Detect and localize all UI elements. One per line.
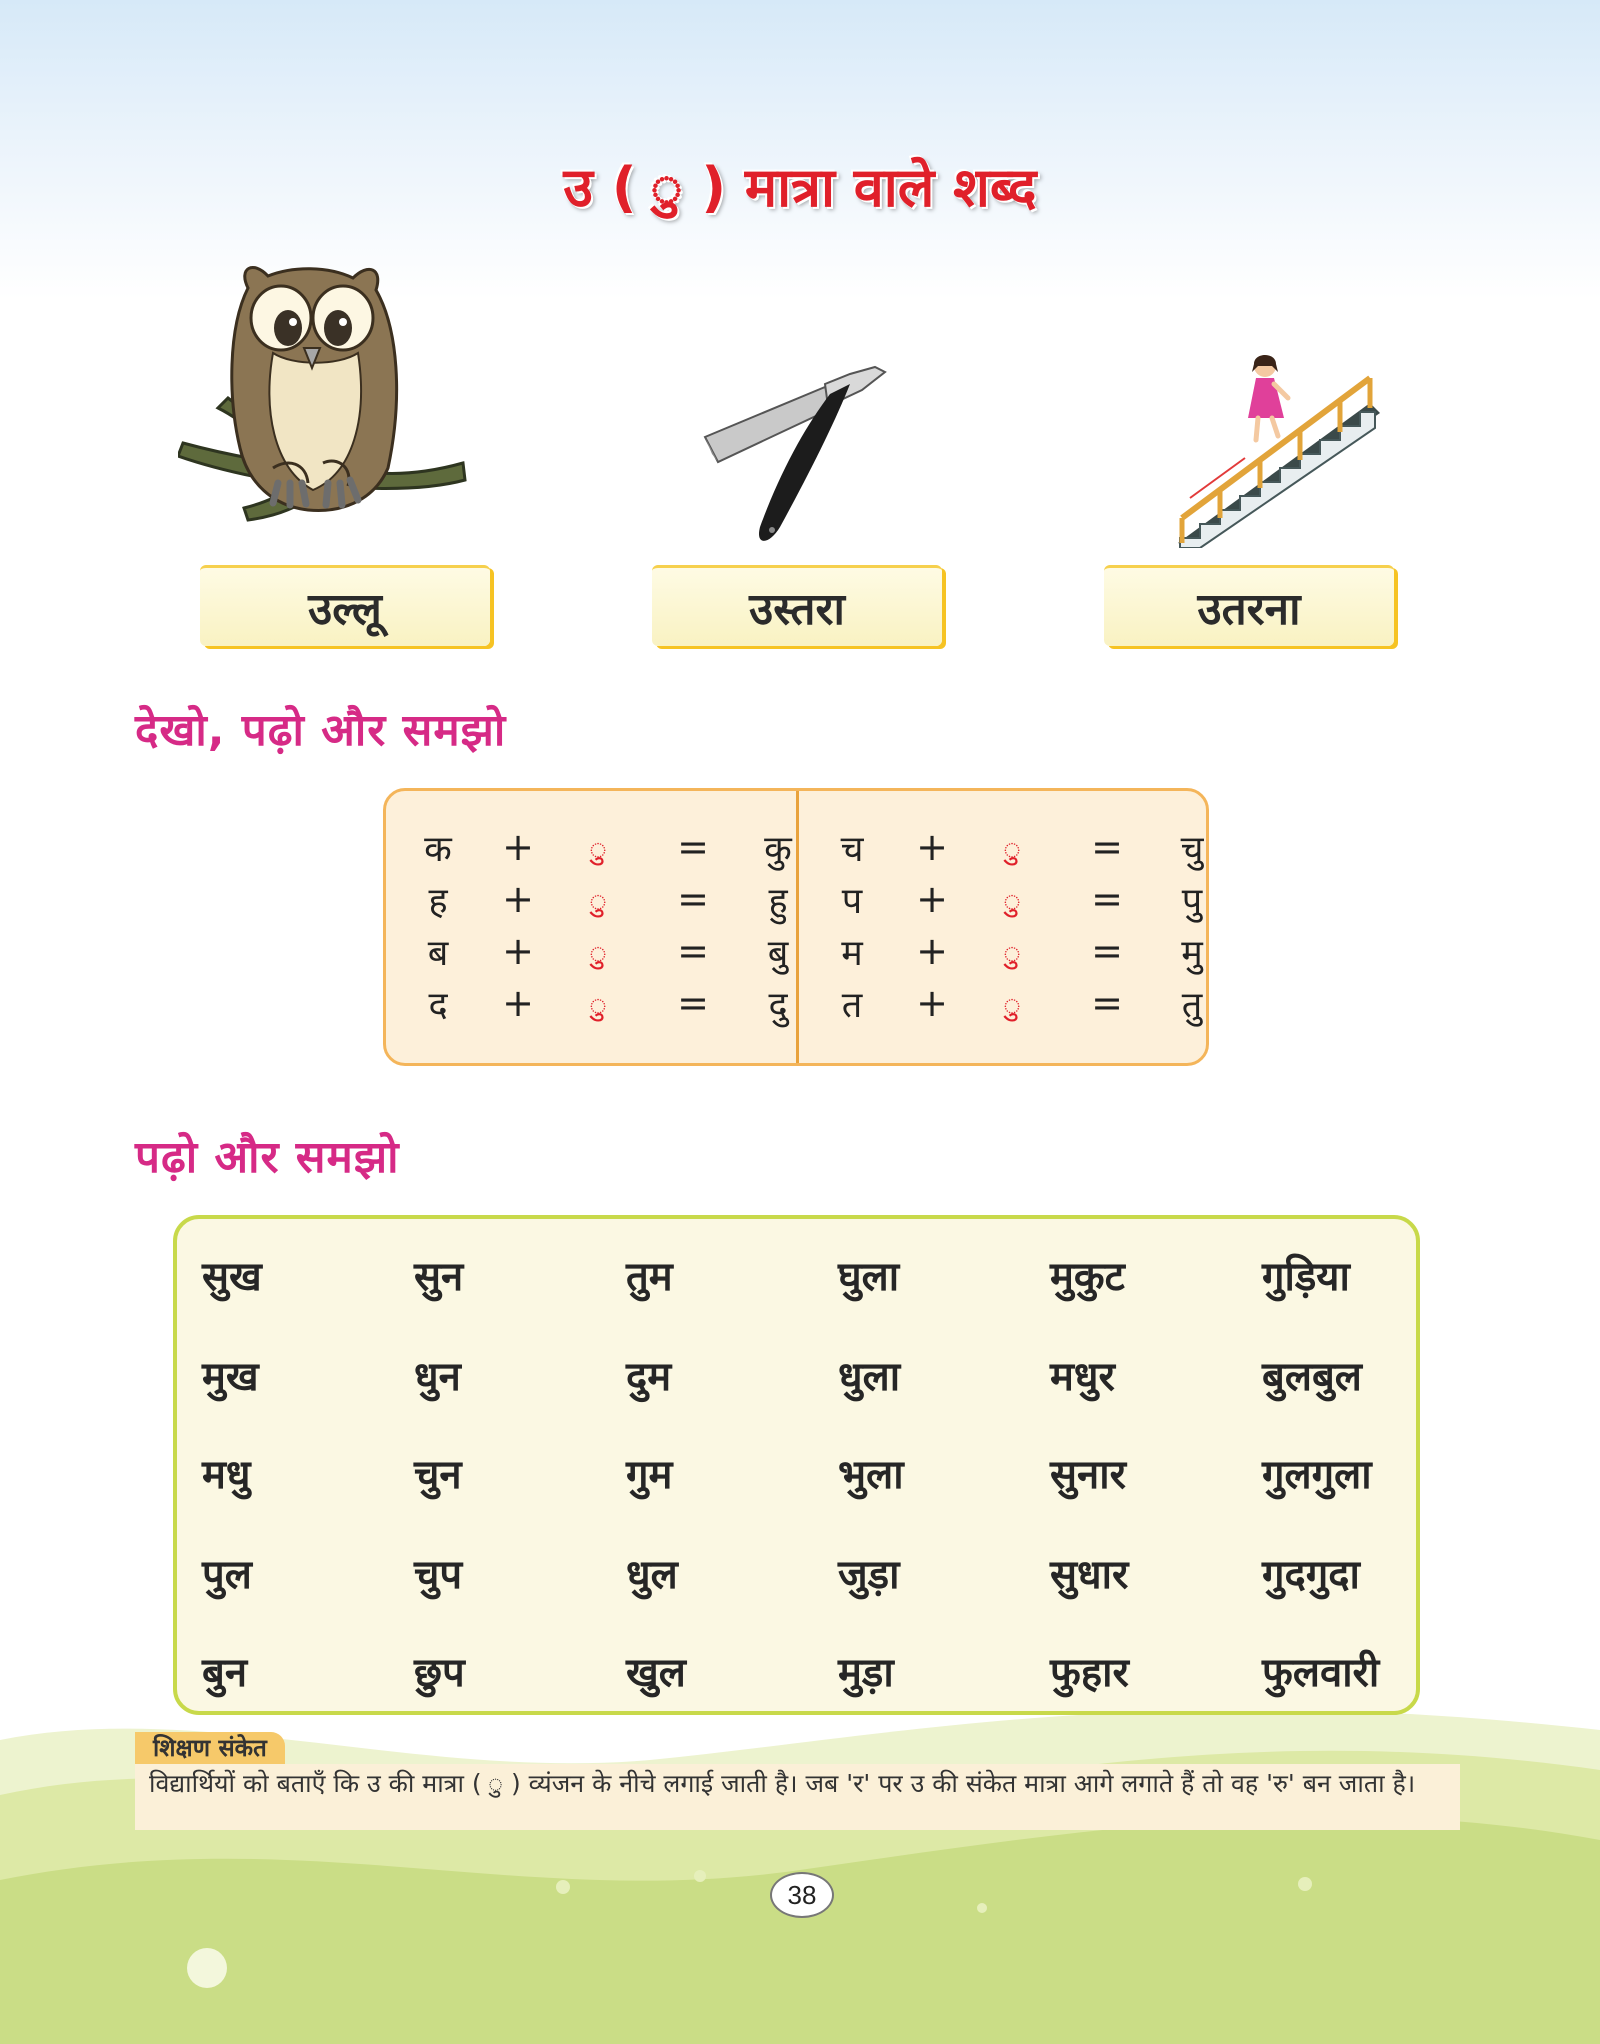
equals-sign: = [1091,929,1123,973]
word: चुप [414,1552,463,1598]
section-heading-read-understand: पढ़ो और समझो [135,1132,400,1183]
word: धुल [626,1552,678,1598]
left-column [398,821,808,1029]
consonant: ह [428,880,448,922]
consonant: ब [427,932,449,974]
combination-row [812,873,1222,925]
right-column [812,821,1222,1029]
combination-row [398,925,808,977]
word: मधु [202,1452,251,1498]
plus-sign: + [502,825,534,869]
combination-row [812,977,1222,1029]
owl-icon [178,258,468,528]
word: गुदगुदा [1262,1552,1360,1598]
razor-icon [700,362,900,552]
word: धुन [414,1354,461,1400]
consonant: क [424,828,452,870]
consonant: म [841,932,863,974]
consonant: द [428,984,448,1026]
word: बुन [202,1650,248,1696]
word-row [202,1347,1474,1402]
word: बुलबुल [1262,1354,1362,1400]
picture-label: उतरना [1104,565,1394,646]
word: सुधार [1050,1552,1129,1598]
word: फुलवारी [1262,1650,1380,1696]
teaching-note-tag: शिक्षण संकेत [135,1732,285,1764]
word: जुड़ा [838,1552,900,1598]
equals-sign: = [677,929,709,973]
word: चुन [414,1452,462,1498]
picture-label: उल्लू [200,565,490,646]
word: दुम [626,1354,672,1400]
word: मुड़ा [838,1650,894,1696]
word: फुहार [1050,1650,1129,1696]
result-syllable: मु [1181,932,1203,974]
equals-sign: = [677,877,709,921]
teaching-note-text: विद्यार्थियों को बताएँ कि उ की मात्रा ( ु ) व्यंजन के नीचे लगाई जाती है। जब 'र' पर उ की संकेत मात्रा आगे लगाते हैं तो वह 'रु' बन जाता है। [135,1764,1460,1830]
result-syllable: दु [768,984,788,1026]
word: खुल [626,1650,686,1696]
equals-sign: = [1091,877,1123,921]
matra-combination-table [383,788,1209,1066]
word-row [202,1545,1474,1600]
consonant: त [841,984,863,1026]
combination-row [398,977,808,1029]
word: मुख [202,1354,259,1400]
u-matra: ु [589,883,607,919]
word-row [202,1643,1474,1698]
girl-descending-stairs-icon [1170,348,1390,548]
u-matra: ु [589,935,607,971]
equals-sign: = [1091,825,1123,869]
word: धुला [838,1354,901,1400]
word: मुकुट [1050,1254,1125,1300]
word: गुड़िया [1262,1254,1350,1300]
word: छुप [414,1650,465,1696]
combination-row [812,925,1222,977]
result-syllable: कु [764,828,792,870]
u-matra: ु [589,987,607,1023]
result-syllable: हु [768,880,788,922]
page-number: 38 [770,1872,834,1918]
u-matra: ु [589,831,607,867]
consonant: च [840,828,864,870]
word: गुलगुला [1262,1452,1372,1498]
combination-row [812,821,1222,873]
word: सुनार [1050,1452,1126,1498]
word: मधुर [1050,1354,1115,1400]
word: गुम [626,1452,673,1498]
u-matra: ु [1003,935,1021,971]
u-matra: ु [1003,831,1021,867]
word-list-box [173,1215,1420,1715]
word-row [202,1247,1474,1302]
word: घुला [838,1254,900,1300]
word: सुख [202,1254,262,1300]
picture-label: उस्तरा [652,565,942,646]
consonant: प [841,880,863,922]
plus-sign: + [916,981,948,1025]
plus-sign: + [916,877,948,921]
plus-sign: + [916,825,948,869]
combination-row [398,821,808,873]
result-syllable: तु [1181,984,1203,1026]
word-row [202,1445,1474,1500]
plus-sign: + [502,929,534,973]
result-syllable: बु [767,932,789,974]
u-matra: ु [1003,883,1021,919]
plus-sign: + [502,981,534,1025]
word: सुन [414,1254,464,1300]
u-matra: ु [1003,987,1021,1023]
section-heading-look-read-understand: देखो, पढ़ो और समझो [135,705,507,756]
equals-sign: = [677,825,709,869]
equals-sign: = [677,981,709,1025]
combination-row [398,873,808,925]
word: तुम [626,1254,673,1300]
word: भुला [838,1452,904,1498]
word: पुल [202,1552,252,1598]
result-syllable: पु [1181,880,1203,922]
result-syllable: चु [1180,828,1204,870]
plus-sign: + [916,929,948,973]
page-title: उ ( ु ) मात्रा वाले शब्द [563,156,1037,219]
plus-sign: + [502,877,534,921]
equals-sign: = [1091,981,1123,1025]
